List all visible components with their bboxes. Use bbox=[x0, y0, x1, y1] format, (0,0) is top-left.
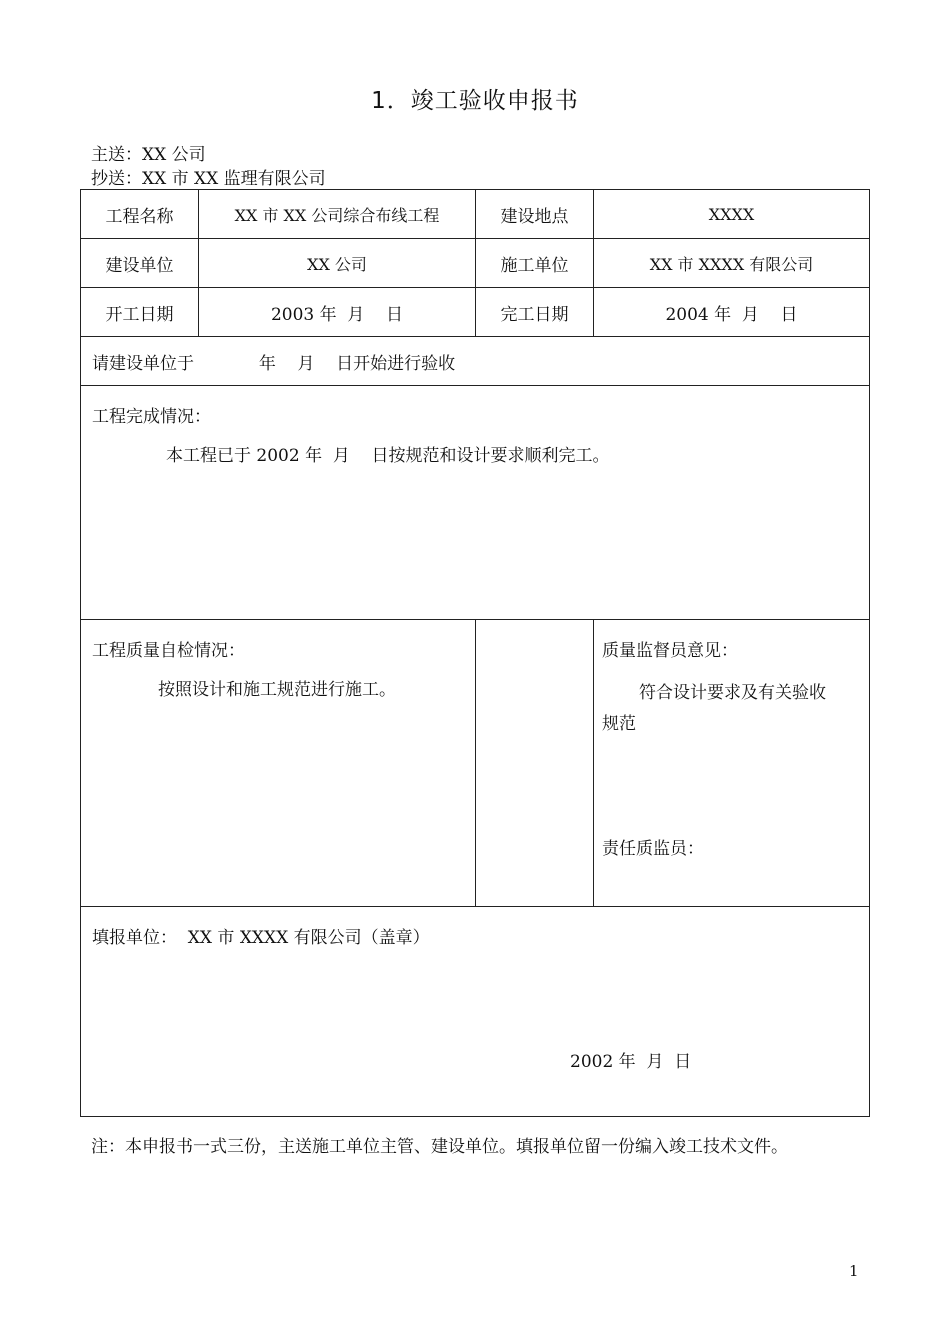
self-check-heading: 工程质量自检情况： bbox=[92, 641, 245, 661]
quality-row bbox=[81, 620, 870, 907]
units-row bbox=[81, 239, 870, 288]
self-check-cell bbox=[81, 620, 476, 907]
location-value: XXXX bbox=[594, 190, 870, 239]
completion-row bbox=[81, 386, 870, 620]
self-check-text: 按照设计和施工规范进行施工。 bbox=[158, 680, 396, 700]
client-label: 建设单位 bbox=[81, 239, 199, 288]
project-name-label: 工程名称 bbox=[81, 190, 199, 239]
client-value: XX 公司 bbox=[199, 239, 476, 288]
end-date-value: 2004 年 月 日 bbox=[594, 288, 870, 337]
project-row bbox=[81, 190, 870, 239]
start-date-label: 开工日期 bbox=[81, 288, 199, 337]
acceptance-form-table bbox=[80, 189, 870, 1117]
footnote: 注：本申报书一式三份，主送施工单位主管、建设单位。填报单位留一份编入竣工技术文件。 bbox=[91, 1137, 788, 1157]
request-row bbox=[81, 337, 870, 386]
dates-row bbox=[81, 288, 870, 337]
completion-cell bbox=[81, 386, 870, 620]
supervisor-text-line2: 规范 bbox=[602, 714, 636, 734]
report-date: 2002 年 月 日 bbox=[570, 1052, 692, 1072]
copy-recipient: 抄送：XX 市 XX 监理有限公司 bbox=[91, 169, 326, 189]
reporter-cell bbox=[81, 907, 870, 1117]
location-label: 建设地点 bbox=[476, 190, 594, 239]
acceptance-request-text: 请建设单位于 年 月 日开始进行验收 bbox=[81, 337, 870, 386]
completion-text: 本工程已于 2002 年 月 日按规范和设计要求顺利完工。 bbox=[166, 446, 610, 466]
reporter-text: 填报单位： XX 市 XXXX 有限公司（盖章） bbox=[92, 928, 430, 948]
page-number: 1 bbox=[849, 1262, 859, 1280]
contractor-value: XX 市 XXXX 有限公司 bbox=[594, 239, 870, 288]
completion-heading: 工程完成情况： bbox=[92, 407, 211, 427]
reporter-row bbox=[81, 907, 870, 1117]
main-recipient: 主送：XX 公司 bbox=[91, 145, 206, 165]
end-date-label: 完工日期 bbox=[476, 288, 594, 337]
start-date-value: 2003 年 月 日 bbox=[199, 288, 476, 337]
column-divider bbox=[593, 619, 594, 906]
supervisor-heading-overlay: 质量监督员意见： bbox=[602, 636, 738, 661]
supervisor-cell bbox=[476, 620, 870, 907]
supervisor-sign-label: 责任质监员： bbox=[602, 839, 704, 859]
supervisor-text-line1: 符合设计要求及有关验收 bbox=[639, 683, 826, 703]
contractor-label: 施工单位 bbox=[476, 239, 594, 288]
document-title: 1．竣工验收申报书 bbox=[371, 88, 579, 114]
project-name-value: XX 市 XX 公司综合布线工程 bbox=[199, 190, 476, 239]
